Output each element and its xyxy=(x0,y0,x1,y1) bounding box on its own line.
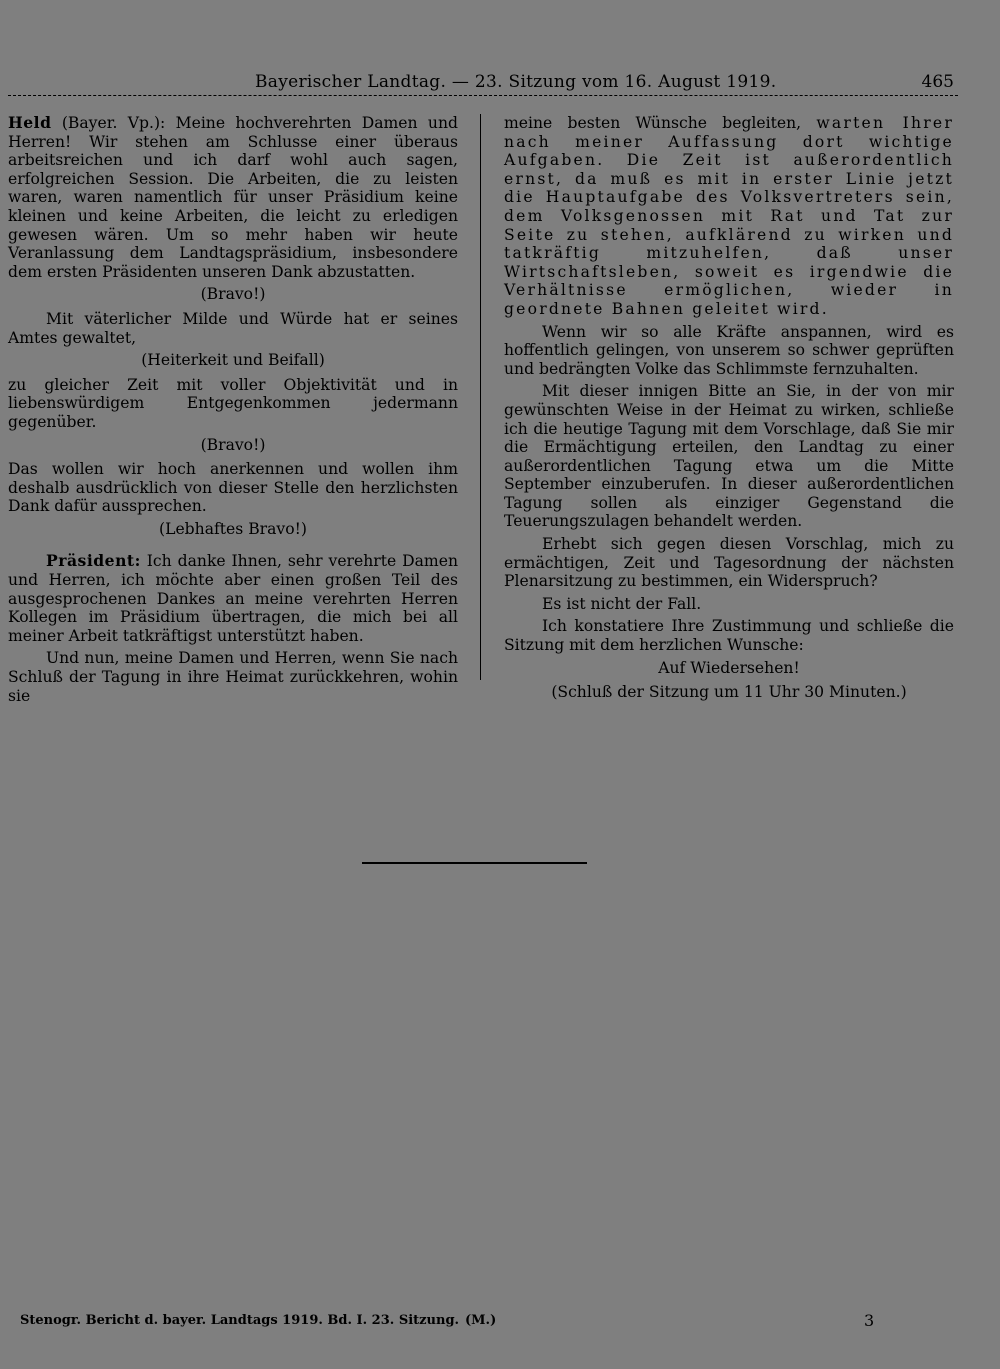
paragraph: Mit väterlicher Milde und Würde hat er seines Amtes gewaltet, xyxy=(8,309,458,347)
speech-text: Ich danke Ihnen, sehr verehrte Damen und Herren, ich möchte aber einen großen Teil des ausgesprochenen Dankes an meine verehrten Herren Kollegen im Präsidium übertragen, die mich bei all meiner Arbeit tatkräftigst unterstützt haben. xyxy=(8,552,458,645)
paragraph: Es ist nicht der Fall. xyxy=(542,594,702,613)
running-header xyxy=(0,72,1000,96)
speech-president xyxy=(8,552,458,645)
emphasized-text: warten Ihrer nach meiner Auffassung dort wichtige Aufgaben. Die Zeit ist außerordentlich ernst, da muß es mit in erster Linie jetzt die Hauptaufgabe des Volksvertreters sein, dem Volksgenossen mit Rat und Tat zur Seite zu stehen, aufklärend zu wirken und tatkräftig mitzuhelfen, daß unser Wirtschaftsleben, soweit es irgendwie die Verhältnisse ermöglichen, wieder in geordnete Bahnen geleitet wird. xyxy=(504,114,954,318)
closing-rule xyxy=(362,862,587,864)
speech-text: (Bayer. Vp.): Meine hochverehrten Damen und Herren! Wir stehen am Schlusse einer überaus arbeitsreichen und ich darf wohl auch sagen, erfolgreichen Session. Die Arbeiten, die zu leisten waren, waren namentlich für unser Präsidium keine kleinen und keine Arbeiten, die leicht zu erledigen gewesen wären. Um so mehr haben wir heute Veranlassung dem Landtagspräsidium, insbesondere dem ersten Präsidenten unseren Dank abzustatten. xyxy=(8,114,458,281)
footer-sheet-number: 3 xyxy=(864,1311,875,1330)
header-rule xyxy=(8,95,958,96)
page-number: 465 xyxy=(921,72,954,92)
speaker-name: Held xyxy=(8,113,52,132)
column-divider xyxy=(480,114,481,680)
footer-citation: Stenogr. Bericht d. bayer. Landtags 1919. Bd. I. 23. Sitzung. xyxy=(20,1313,460,1328)
speech-held xyxy=(8,114,458,281)
interjection: (Bravo!) xyxy=(200,285,266,304)
header-title: Bayerischer Landtag. — 23. Sitzung vom 16. August 1919. xyxy=(255,72,777,92)
paragraph: Wenn wir so alle Kräfte anspannen, wird es hoffentlich gelingen, von unserem so schwer geprüften und bedrängten Volke das Schlimmste fernzuhalten. xyxy=(504,322,954,378)
paragraph: zu gleicher Zeit mit voller Objektivität und in liebenswürdigem Entgegenkommen jedermann gegenüber. xyxy=(8,375,458,431)
right-column xyxy=(504,114,954,708)
paragraph: Und nun, meine Damen und Herren, wenn Sie nach Schluß der Tagung in ihre Heimat zurückkehren, wohin sie xyxy=(8,649,458,705)
closing-greeting: Auf Wiedersehen! xyxy=(658,658,800,677)
interjection: (Bravo!) xyxy=(200,435,266,454)
paragraph xyxy=(504,114,954,319)
left-column xyxy=(8,114,458,709)
paragraph-lead: meine besten Wünsche begleiten, xyxy=(504,114,817,132)
paragraph: Das wollen wir hoch anerkennen und wollen ihm deshalb ausdrücklich von dieser Stelle den herzlichsten Dank dafür aussprechen. xyxy=(8,460,458,516)
footer-mark: (M.) xyxy=(465,1313,497,1328)
speaker-name: Präsident: xyxy=(46,551,141,571)
interjection: (Lebhaftes Bravo!) xyxy=(159,519,307,538)
paragraph: Erhebt sich gegen diesen Vorschlag, mich zu ermächtigen, Zeit und Tagesordnung der nächsten Plenarsitzung zu bestimmen, ein Widerspruch? xyxy=(504,535,954,591)
paragraph: Mit dieser innigen Bitte an Sie, in der von mir gewünschten Weise in der Heimat zu wirken, schließe ich die heutige Tagung mit dem Vorschlage, daß Sie mir die Ermächtigung erteilen, den Landtag zu einer außerordentlichen Tagung etwa um die Mitte September einzuberufen. In dieser außerordentlichen Tagung sollen als einziger Gegenstand die Teuerungszulagen behandelt werden. xyxy=(504,382,954,531)
session-end-note: (Schluß der Sitzung um 11 Uhr 30 Minuten.) xyxy=(551,683,907,702)
paragraph: Ich konstatiere Ihre Zustimmung und schließe die Sitzung mit dem herzlichen Wunsche: xyxy=(504,617,954,655)
interjection: (Heiterkeit und Beifall) xyxy=(141,351,325,370)
